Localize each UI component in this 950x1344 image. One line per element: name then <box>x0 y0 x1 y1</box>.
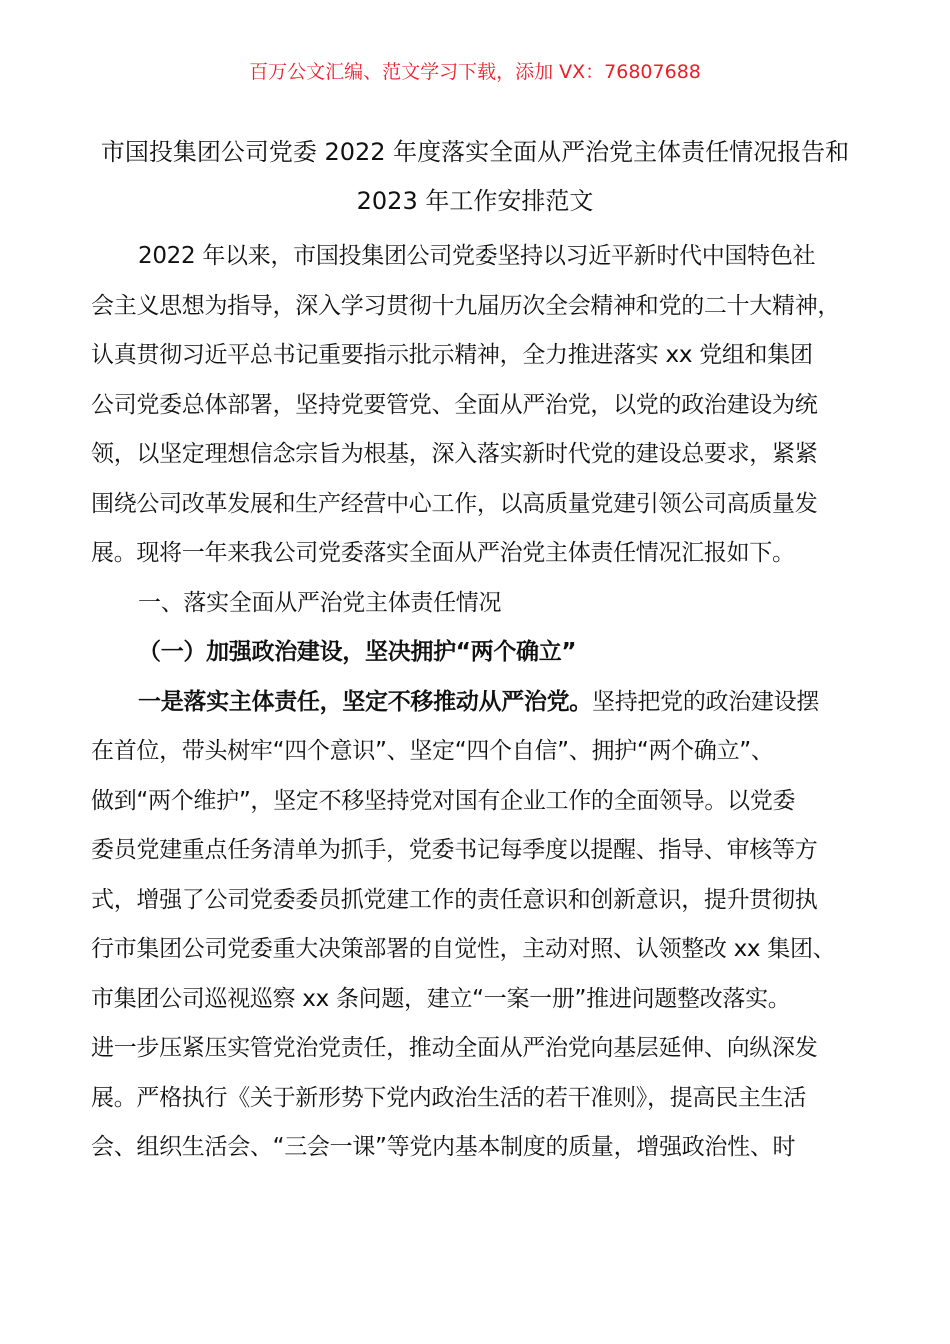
paragraph-line <box>91 678 881 728</box>
paragraph-line: 围绕公司改革发展和生产经营中心工作，以高质量党建引领公司高质量发 <box>91 490 818 517</box>
intro-paragraph <box>91 232 881 579</box>
paragraph-line: 2022 年以来，市国投集团公司党委坚持以习近平新时代中国特色社 <box>138 243 816 269</box>
paragraph-line: 委员党建重点任务清单为抓手，党委书记每季度以提醒、指导、审核等方 <box>91 837 818 863</box>
paragraph-line: 进一步压紧压实管党治党责任，推动全面从严治党向基层延伸、向纵深发 <box>91 1035 818 1061</box>
paragraph-line: 行市集团公司党委重大决策部署的自觉性，主动对照、认领整改 xx 集团、 <box>91 936 836 962</box>
paragraph-line: 式，增强了公司党委委员抓党建工作的责任意识和创新意识，提升贯彻执 <box>91 886 818 913</box>
paragraph-line: 做到“两个维护”，坚定不移坚持党对国有企业工作的全面领导。以党委 <box>91 787 796 814</box>
subsection-heading: （一）加强政治建设，坚决拥护“两个确立” <box>138 639 577 665</box>
document-title-line-2: 2023 年工作安排范文 <box>356 187 594 215</box>
document-title-line-1: 市国投集团公司党委 2022 年度落实全面从严治党主体责任情况报告和 <box>100 138 850 166</box>
paragraph-line: 在首位，带头树牢“四个意识”、坚定“四个自信”、拥护“两个确立”、 <box>91 738 774 764</box>
watermark-header: 百万公文汇编、范文学习下载，添加 VX：76807688 <box>249 61 701 83</box>
paragraph-line: 展。严格执行《关于新形势下党内政治生活的若干准则》，提高民主生活 <box>91 1084 806 1111</box>
paragraph-line: 领，以坚定理想信念宗旨为根基，深入落实新时代党的建设总要求，紧紧 <box>91 441 818 467</box>
paragraph-line: 展。现将一年来我公司党委落实全面从严治党主体责任情况汇报如下。 <box>91 540 795 566</box>
point-lead-text: 坚持把党的政治建设摆 <box>592 688 820 715</box>
paragraph-line: 会、组织生活会、“三会一课”等党内基本制度的质量，增强政治性、时 <box>91 1134 796 1160</box>
paragraph-line: 认真贯彻习近平总书记重要指示批示精神，全力推进落实 xx 党组和集团 <box>91 342 813 368</box>
paragraph-line: 会主义思想为指导，深入学习贯彻十九届历次全会精神和党的二十大精神， <box>91 292 841 319</box>
point-lead-bold: 一是落实主体责任，坚定不移推动从严治党。 <box>138 688 593 715</box>
point-paragraph <box>91 678 881 1173</box>
paragraph-line: 市集团公司巡视巡察 xx 条问题，建立“一案一册”推进问题整改落实。 <box>91 985 791 1012</box>
section-heading: 一、落实全面从严治党主体责任情况 <box>138 589 502 616</box>
document-body <box>91 232 881 1173</box>
paragraph-line: 公司党委总体部署，坚持党要管党、全面从严治党，以党的政治建设为统 <box>91 391 818 418</box>
